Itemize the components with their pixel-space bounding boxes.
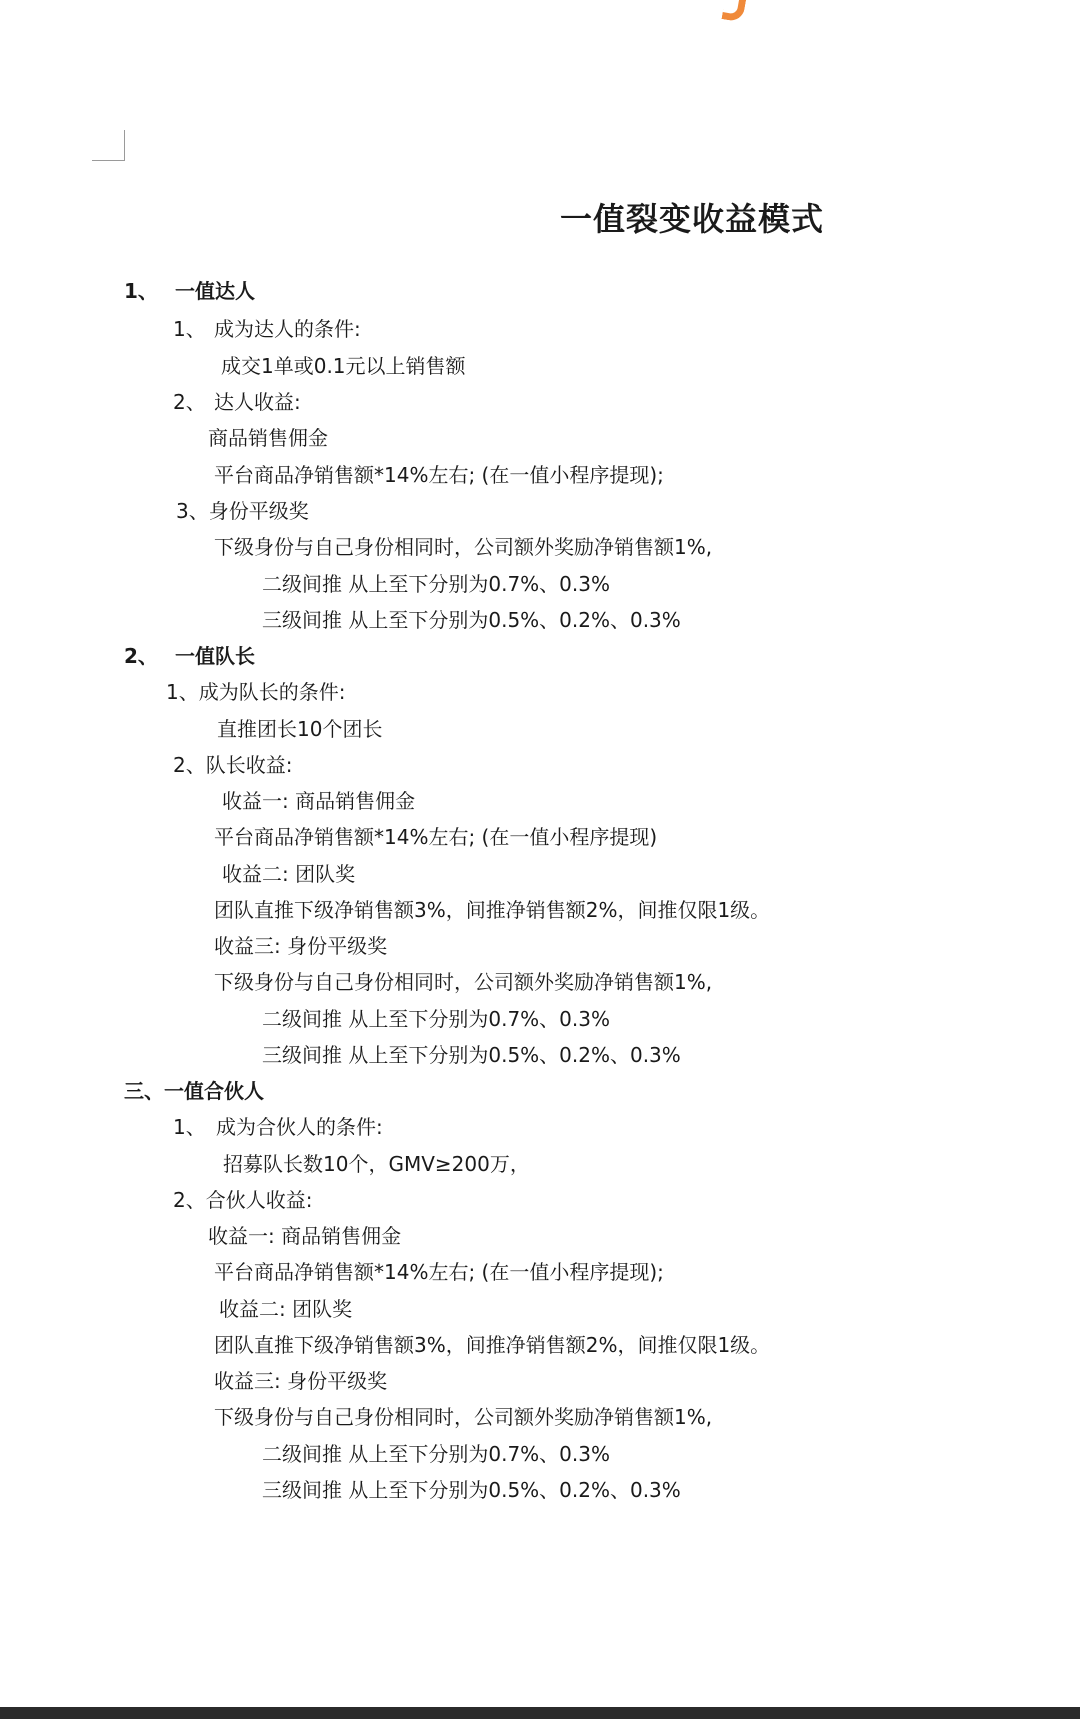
document-title: 一值裂变收益模式 <box>560 200 825 238</box>
item-text: 平台商品净销售额*14%左右; (在一值小程序提现); <box>214 463 664 487</box>
item-text: 三级间推 从上至下分别为0.5%、0.2%、0.3% <box>262 1043 681 1067</box>
bottom-bar <box>0 1707 1080 1719</box>
item-text: 成为合伙人的条件: <box>216 1115 383 1139</box>
item-text: 二级间推 从上至下分别为0.7%、0.3% <box>262 1442 610 1466</box>
item-text: 成为达人的条件: <box>214 317 361 341</box>
item-text: 团队直推下级净销售额3%，间推净销售额2%，间推仅限1级。 <box>214 1333 771 1357</box>
item-text: 2、队长收益: <box>173 753 293 777</box>
section-3-heading: 三、一值合伙人 <box>124 1079 264 1103</box>
item-text: 三级间推 从上至下分别为0.5%、0.2%、0.3% <box>262 608 681 632</box>
section-1-heading: 一值达人 <box>175 279 255 303</box>
item-text: 下级身份与自己身份相同时，公司额外奖励净销售额1%, <box>214 970 713 994</box>
item-text: 成交1单或0.1元以上销售额 <box>221 354 466 378</box>
item-number: 1、 <box>173 317 206 341</box>
item-text: 收益二: 团队奖 <box>222 862 356 886</box>
item-text: 达人收益: <box>214 390 301 414</box>
item-text: 3、身份平级奖 <box>176 499 309 523</box>
item-text: 2、合伙人收益: <box>173 1188 313 1212</box>
item-number: 2、 <box>173 390 206 414</box>
section-2-heading: 一值队长 <box>175 644 255 668</box>
orange-stroke-mark <box>721 0 747 23</box>
item-text: 收益三: 身份平级奖 <box>214 1369 388 1393</box>
item-text: 1、成为队长的条件: <box>166 680 346 704</box>
section-2-number: 2、 <box>124 644 158 668</box>
item-text: 下级身份与自己身份相同时，公司额外奖励净销售额1%, <box>214 1405 713 1429</box>
page-corner-mark <box>92 130 125 161</box>
item-text: 二级间推 从上至下分别为0.7%、0.3% <box>262 572 610 596</box>
item-text: 团队直推下级净销售额3%，间推净销售额2%，间推仅限1级。 <box>214 898 771 922</box>
item-text: 招募队长数10个，GMV≥200万， <box>223 1152 530 1176</box>
section-1-number: 1、 <box>124 279 158 303</box>
item-text: 二级间推 从上至下分别为0.7%、0.3% <box>262 1007 610 1031</box>
item-text: 商品销售佣金 <box>208 426 328 450</box>
item-text: 收益三: 身份平级奖 <box>214 934 388 958</box>
item-text: 收益一: 商品销售佣金 <box>222 789 416 813</box>
item-text: 直推团长10个团长 <box>217 717 383 741</box>
item-text: 收益一: 商品销售佣金 <box>208 1224 402 1248</box>
item-text: 平台商品净销售额*14%左右; (在一值小程序提现); <box>214 1260 664 1284</box>
item-text: 收益二: 团队奖 <box>219 1297 353 1321</box>
item-number: 1、 <box>173 1115 206 1139</box>
item-text: 下级身份与自己身份相同时，公司额外奖励净销售额1%, <box>214 535 713 559</box>
item-text: 三级间推 从上至下分别为0.5%、0.2%、0.3% <box>262 1478 681 1502</box>
item-text: 平台商品净销售额*14%左右; (在一值小程序提现) <box>214 825 658 849</box>
